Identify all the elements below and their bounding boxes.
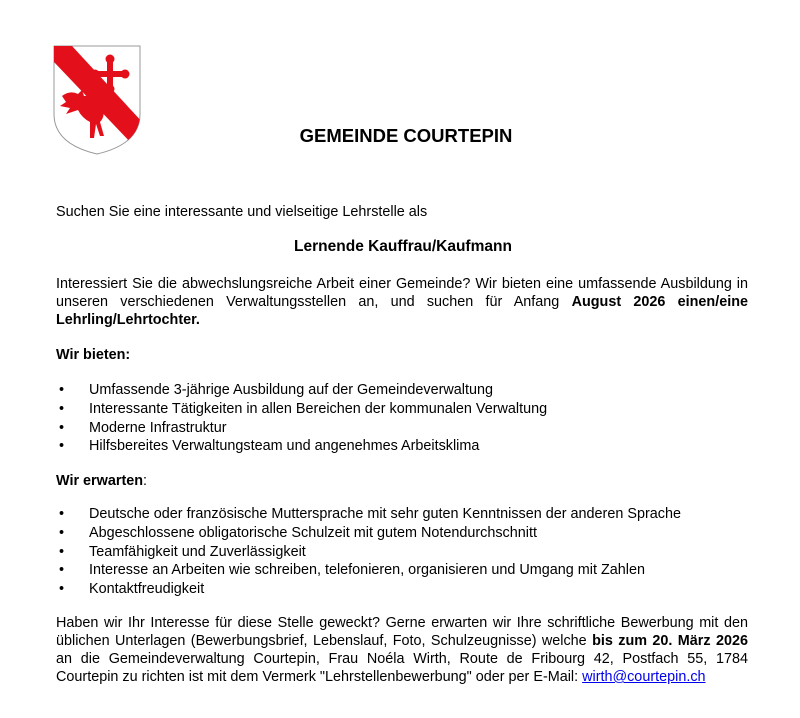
job-title: Lernende Kauffrau/Kaufmann (294, 238, 512, 255)
list-item (56, 543, 681, 562)
application-paragraph (56, 614, 748, 686)
expect-heading-colon: : (143, 473, 148, 489)
expect-heading (56, 473, 147, 489)
deadline-highlight: bis zum 20. März 2026 (592, 633, 748, 649)
list-item-text: Interesse an Arbeiten wie schreiben, telefonieren, organisieren und Umgang mit Zahlen (89, 562, 645, 579)
bullet-icon: • (59, 562, 65, 579)
bullet-icon: • (59, 400, 65, 417)
list-item (56, 437, 547, 456)
list-item-text: Hilfsbereites Verwaltungsteam und angenehmes Arbeitsklima (89, 438, 480, 455)
list-item-text: Kontaktfreudigkeit (89, 581, 205, 598)
bullet-icon: • (59, 438, 65, 455)
list-item-text: Interessante Tätigkeiten in allen Bereichen der kommunalen Verwaltung (89, 400, 548, 417)
list-item (56, 524, 681, 543)
bullet-icon: • (59, 419, 65, 436)
list-item (56, 400, 547, 419)
description-paragraph (56, 275, 748, 329)
list-item (56, 381, 547, 400)
bullet-icon: • (59, 543, 65, 560)
offer-heading: Wir bieten: (56, 347, 131, 363)
bullet-icon: • (59, 506, 65, 522)
expect-heading-text: Wir erwarten (56, 473, 144, 489)
start-date-highlight: August 2026 einen/eine Lehrling/Lehrtochter. (56, 294, 748, 328)
description-text: Interessiert Sie die abwechslungsreiche Arbeit einer Gemeinde? Wir bieten eine umfassende Ausbildung in unseren verschiedenen Verwaltungsstellen an, und suchen für Anfang (56, 276, 748, 310)
bullet-icon: • (59, 524, 65, 541)
list-item-text: Abgeschlossene obligatorische Schulzeit mit gutem Notendurchschnitt (89, 524, 537, 541)
list-item (56, 505, 681, 524)
list-item (56, 419, 547, 438)
page-title: GEMEINDE COURTEPIN (299, 125, 513, 146)
bullet-icon: • (59, 382, 65, 398)
expect-list (56, 505, 681, 599)
list-item (56, 580, 681, 599)
list-item-text: Deutsche oder französische Muttersprache mit sehr guten Kenntnissen der anderen Sprache (89, 506, 681, 522)
bullet-icon: • (59, 581, 65, 598)
email-link[interactable]: wirth@courtepin.ch (582, 669, 706, 685)
list-item (56, 561, 681, 580)
offer-list (56, 381, 547, 456)
list-item-text: Teamfähigkeit und Zuverlässigkeit (89, 543, 306, 560)
application-address-text: an die Gemeindeverwaltung Courtepin, Frau Noéla Wirth, Route de Fribourg 42, Postfach 55, 1784 Courtepin zu richten ist mit dem Vermerk "Lehrstellenbewerbung" oder per E-Mail: (56, 651, 748, 685)
application-text: Haben wir Ihr Interesse für diese Stelle geweckt? Gerne erwarten wir Ihre schriftliche Bewerbung mit den üblichen Unterlagen (Bewerbungsbrief, Lebenslauf, Foto, Schulzeugnisse) welche (56, 615, 748, 649)
list-item-text: Moderne Infrastruktur (89, 419, 227, 436)
intro-text: Suchen Sie eine interessante und vielseitige Lehrstelle als (56, 204, 428, 220)
list-item-text: Umfassende 3-jährige Ausbildung auf der Gemeindeverwaltung (89, 382, 493, 398)
